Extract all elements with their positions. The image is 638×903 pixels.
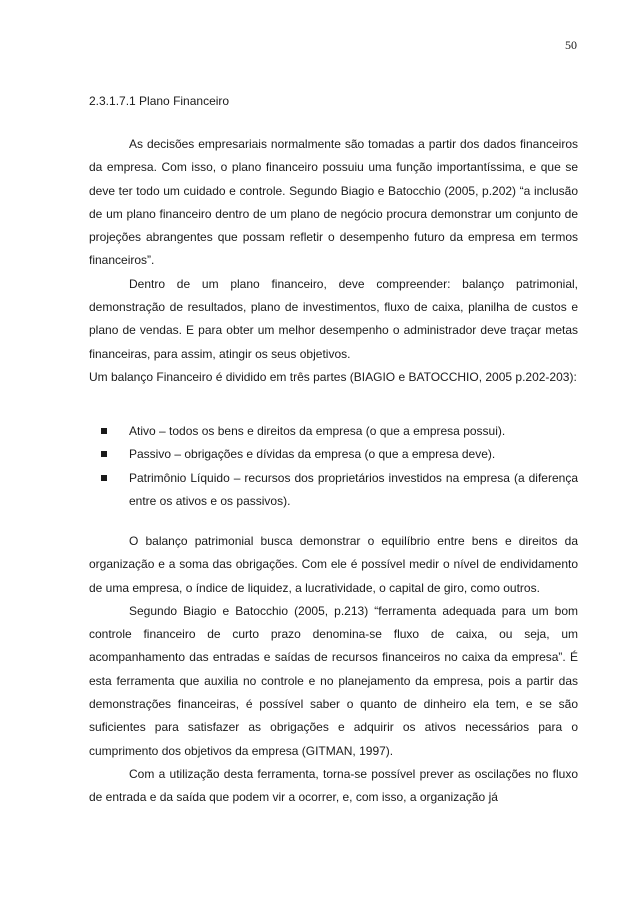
paragraph-3: Um balanço Financeiro é dividido em três partes (BIAGIO e BATOCCHIO, 2005 p.202-203): xyxy=(89,369,577,384)
bullet-item-ativo xyxy=(89,420,578,443)
bullet-text: Passivo – obrigações e dívidas da empresa (o que a empresa deve). xyxy=(129,447,496,462)
paragraph-1: As decisões empresariais normalmente são tomadas a partir dos dados financeiros da empresa. Com isso, o plano financeiro possuiu uma função importantíssima, e que se deve ter todo um cuidado e controle. Segundo Biagio e Batocchio (2005, p.202) “a inclusão de um plano financeiro dentro de um plano de negócio procura demonstrar um conjunto de projeções abrangentes que possam refletir o desempenho futuro da empresa em termos financeiros”. xyxy=(89,137,578,268)
square-bullet-icon xyxy=(101,451,107,457)
bullet-list xyxy=(89,420,578,513)
square-bullet-icon xyxy=(101,428,107,434)
bullet-text: Ativo – todos os bens e direitos da empresa (o que a empresa possui). xyxy=(129,424,506,438)
text-block-top xyxy=(89,133,578,389)
bullet-block xyxy=(89,420,578,513)
paragraph-2: Dentro de um plano financeiro, deve compreender: balanço patrimonial, demonstração de resultados, plano de investimentos, fluxo de caixa, planilha de custos e plano de vendas. E para obter um melhor desempenho o administrador deve traçar metas financeiras, para assim, atingir os seus objetivos. xyxy=(89,276,578,361)
bullet-item-patrimonio xyxy=(89,467,578,514)
section-heading: 2.3.1.7.1 Plano Financeiro xyxy=(89,94,230,108)
bullet-item-passivo xyxy=(89,443,578,466)
paragraph-4: O balanço patrimonial busca demonstrar o equilíbrio entre bens e direitos da organização e a soma das obrigações. Com ele é possível medir o nível de endividamento de uma empresa, o índice de liquidez, a lucratividade, o capital de giro, como outros. xyxy=(89,534,578,595)
paragraph-5: Segundo Biagio e Batocchio (2005, p.213) “ferramenta adequada para um bom controle financeiro de curto prazo denomina-se fluxo de caixa, ou seja, um acompanhamento das entradas e saídas de recursos financeiros no caixa da empresa”. É esta ferramenta que auxilia no controle e no planejamento da empresa, pois a partir das demonstrações financeiras, é possível saber o quanto de dinheiro ela tem, e se são suficientes para satisfazer as obrigações e adquirir os ativos necessários para o cumprimento dos objetivos da empresa (GITMAN, 1997). xyxy=(89,603,578,758)
square-bullet-icon xyxy=(101,475,107,481)
page-number: 50 xyxy=(565,38,577,52)
text-block-bottom xyxy=(89,530,578,810)
paragraph-6: Com a utilização desta ferramenta, torna-se possível prever as oscilações no fluxo de entrada e da saída que podem vir a ocorrer, e, com isso, a organização já xyxy=(89,766,578,805)
bullet-text: Patrimônio Líquido – recursos dos proprietários investidos na empresa (a diferença entre os ativos e os passivos). xyxy=(129,470,578,508)
